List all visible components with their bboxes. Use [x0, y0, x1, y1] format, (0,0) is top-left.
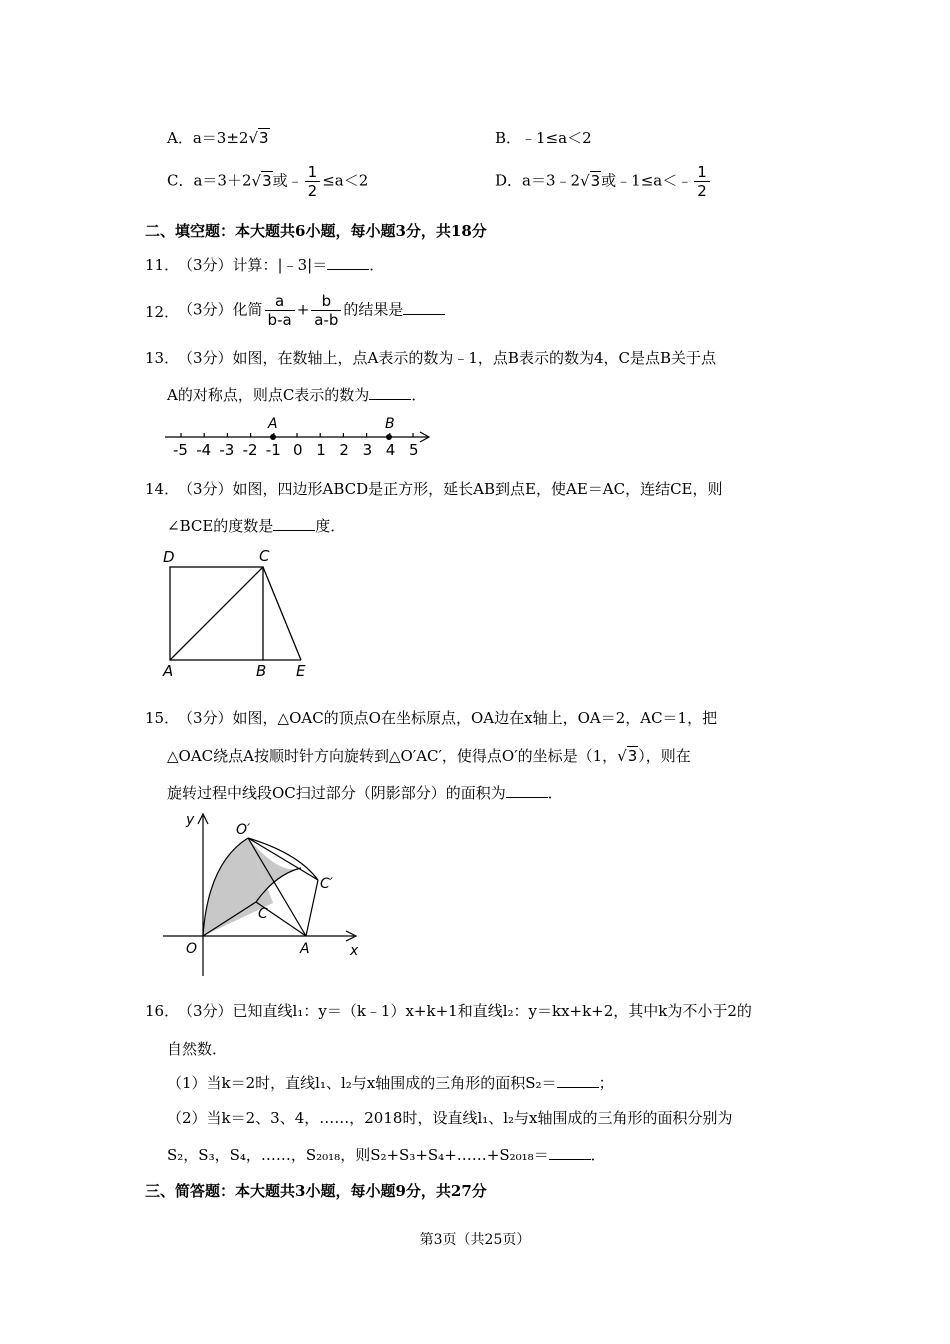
q13-line2: A的对称点，则点C表示的数为 ． [167, 386, 427, 404]
q15-number: 15． [145, 709, 180, 727]
section-3-title: 三、简答题：本大题共3小题，每小题9分，共27分 [145, 1182, 487, 1200]
q16-line4: （2）当k＝2、3、4，……，2018时，设直线l₁、l₂与x轴围成的三角形的面积分别为 [167, 1109, 733, 1127]
q14-line1: （3分）如图，四边形ABCD是正方形，延长AB到点E，使AE＝AC，连结CE，则 [178, 480, 723, 498]
q16-line1: （3分）已知直线l₁：y＝（k﹣1）x+k+1和直线l₂：y＝kx+k+2，其中k为不小于2的 [178, 1002, 752, 1020]
q15-line1: （3分）如图，△OAC的顶点O在坐标原点，OA边在x轴上，OA＝2，AC＝1，把 [178, 709, 718, 727]
answer-blank [327, 255, 369, 270]
square-figure [158, 545, 318, 681]
point-a-label: A [268, 416, 278, 432]
rotation-figure [158, 808, 368, 978]
answer-blank [549, 1145, 591, 1160]
label-e: E [296, 662, 306, 680]
option-a: A．a＝3±2√3 [167, 129, 269, 147]
label-o-prime: O′ [236, 822, 251, 838]
label-y: y [186, 812, 195, 828]
segment-c2-a [306, 880, 318, 936]
answer-blank [273, 516, 315, 531]
tick-label: -3 [219, 441, 235, 459]
tick-label: -5 [173, 441, 188, 459]
q16-number: 16． [145, 1002, 180, 1020]
diagonal-ac [170, 567, 263, 660]
tick-label: -1 [265, 441, 281, 459]
q11-text: （3分）计算：|﹣3|＝ ． [178, 256, 385, 274]
option-d: D．a＝3﹣2√3或﹣1≤a＜﹣ $\frac{1}{2}$ [495, 163, 712, 200]
point-b-label: B [385, 416, 395, 432]
page-footer: 第3页（共25页） [419, 1232, 531, 1248]
segment-ce [263, 567, 301, 660]
q16-line5: S₂，S₃，S₄，……，S₂₀₁₈，则S₂+S₃+S₄+……+S₂₀₁₈＝ ． [167, 1146, 606, 1164]
option-b: B．﹣1≤a＜2 [495, 129, 592, 147]
q13-number: 13． [145, 349, 180, 367]
point-a-dot [270, 434, 276, 440]
tick-label: 4 [385, 441, 396, 459]
label-o: O [186, 941, 198, 957]
label-a: A [300, 941, 310, 957]
tick-label: 0 [293, 441, 303, 459]
q13-line1: （3分）如图，在数轴上，点A表示的数为﹣1，点B表示的数为4，C是点B关于点 [178, 349, 716, 367]
label-c: C [258, 906, 268, 922]
answer-blank [557, 1073, 599, 1088]
q12-text: （3分）化简 $\frac{a}{b-a}$ + $\frac{b}{a-b}$ 的结果是 [178, 292, 445, 329]
q11-number: 11． [145, 256, 180, 274]
q14-line2: ∠BCE的度数是 度． [167, 517, 346, 535]
label-x: x [350, 943, 359, 959]
section-2-title: 二、填空题：本大题共6小题，每小题3分，共18分 [145, 222, 487, 240]
q16-line3: （1）当k＝2时，直线l₁、l₂与x轴围成的三角形的面积S₂＝ ； [167, 1074, 614, 1092]
label-c: C [259, 547, 270, 565]
tick-label: 5 [409, 441, 419, 459]
q14-number: 14． [145, 480, 180, 498]
tick-label: -4 [196, 441, 212, 459]
label-c-prime: C′ [320, 876, 333, 892]
option-c: C．a＝3＋2√3或﹣ $\frac{1}{2}$ ≤a＜2 [167, 163, 369, 200]
q15-line2: △OAC绕点A按顺时针方向旋转到△O′AC′，使得点O′的坐标是（1，√3），则在 [167, 747, 691, 765]
number-line-figure [160, 414, 435, 460]
tick-label: -2 [242, 441, 258, 459]
tick-label: 1 [316, 441, 326, 459]
tick-label: 2 [339, 441, 349, 459]
q12-number: 12． [145, 303, 180, 321]
label-b: B [256, 662, 267, 680]
point-b-dot [386, 434, 392, 440]
label-a: A [163, 662, 174, 680]
q15-line3: 旋转过程中线段OC扫过部分（阴影部分）的面积为 ． [167, 784, 563, 802]
q16-line2: 自然数． [167, 1040, 228, 1058]
answer-blank [403, 300, 445, 315]
label-d: D [163, 548, 175, 566]
tick-label: 3 [362, 441, 373, 459]
answer-blank [506, 783, 548, 798]
answer-blank [369, 385, 411, 400]
